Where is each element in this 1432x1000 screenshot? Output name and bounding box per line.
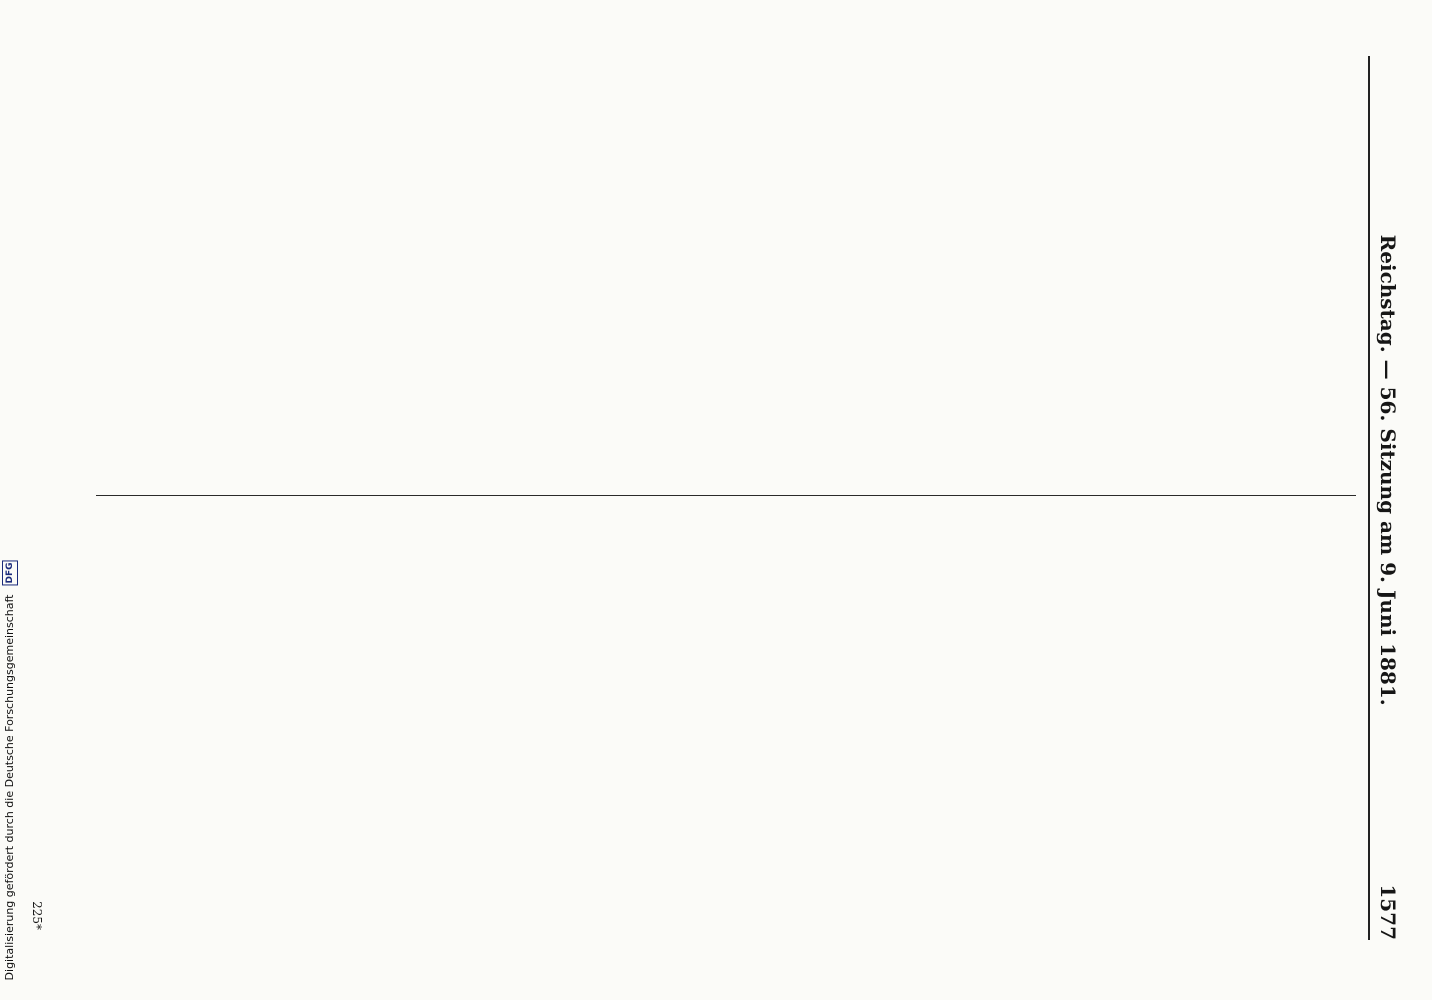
dfg-logo: DFG — [2, 560, 18, 585]
running-head: Reichstag. — 56. Sitzung am 9. Juni 1881. — [1376, 234, 1400, 706]
digitization-credit — [2, 560, 18, 980]
right-column — [96, 520, 1356, 941]
left-column — [96, 56, 1356, 496]
page-number: 1577 — [1376, 884, 1400, 940]
credit-text: Digitalisierung gefördert durch die Deutsche Forschungsgemeinschaft — [3, 594, 16, 981]
text-columns — [96, 56, 1356, 940]
sheet-mark: 225* — [30, 901, 44, 930]
page-header — [1368, 56, 1400, 940]
